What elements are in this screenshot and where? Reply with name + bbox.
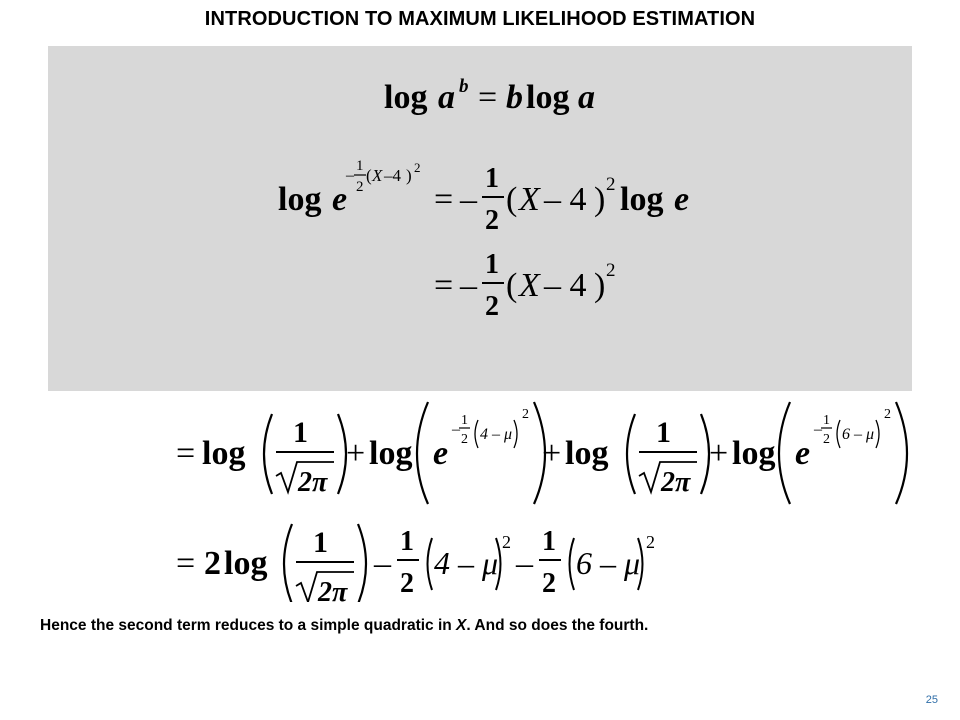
- eq4-term2-e: e: [433, 435, 449, 472]
- eq2-exp-minus-four: –4: [384, 166, 401, 185]
- eq4-term1-two-pi: 2π: [298, 467, 328, 498]
- eq5-frac2-one: 1: [542, 526, 556, 557]
- eq4-equals: =: [176, 435, 196, 472]
- eq5-minus-2: –: [516, 545, 533, 582]
- eq5-minus-1: –: [374, 545, 391, 582]
- eq4-term1-rparen: [338, 414, 346, 494]
- eq2-exp-two: 2: [356, 179, 364, 195]
- eq4-term4-lparen: [779, 402, 790, 504]
- eq4-term2-exp-two: 2: [461, 432, 468, 447]
- eq4-term4-e: e: [795, 435, 811, 472]
- equation-log-power-rule: [380, 70, 600, 122]
- eq3-square: 2: [606, 260, 616, 281]
- eq4-term2-exp-minus: –: [452, 421, 460, 438]
- eq2-log: log: [278, 181, 322, 218]
- eq5-four-minus-mu: 4 – μ: [434, 545, 499, 581]
- eq2-equals: =: [434, 181, 454, 218]
- eq4-term4-log: log: [732, 435, 776, 472]
- eq1-rhs-a: a: [578, 79, 595, 116]
- eq2-rhs-log: log: [620, 181, 664, 218]
- eq4-plus-3: +: [709, 435, 729, 472]
- eq4-term4-exp-rparen: [876, 420, 879, 448]
- eq5-one: 1: [313, 526, 328, 559]
- eq2-minus-four: – 4: [544, 181, 587, 218]
- eq4-term1-lparen: [264, 414, 272, 494]
- eq4-term2-exp-lparen: [475, 420, 478, 448]
- eq4-term2-lparen: [417, 402, 428, 504]
- eq4-term4-exp-six-minus-mu: 6 – μ: [842, 426, 875, 443]
- equation-simplified-quadratic: [434, 246, 634, 328]
- caption-part-2: . And so does the fourth.: [466, 617, 649, 634]
- eq1-b: b: [459, 76, 469, 97]
- eq5-equals: =: [176, 545, 196, 582]
- eq5-six-minus-mu: 6 – μ: [576, 545, 641, 581]
- eq3-minus-four: – 4: [544, 267, 587, 304]
- eq4-term2-exp-square: 2: [522, 407, 529, 422]
- eq5-two-pi: 2π: [318, 577, 348, 602]
- eq3-lparen: (: [506, 267, 518, 304]
- eq4-term1-one: 1: [293, 416, 308, 449]
- eq4-term3-rparen: [701, 414, 709, 494]
- eq4-term3-lparen: [627, 414, 635, 494]
- eq2-e: e: [332, 181, 348, 218]
- eq4-term4-exp-minus: –: [814, 421, 822, 438]
- eq2-exp-one: 1: [356, 158, 364, 174]
- eq4-term4-exp-lparen: [837, 420, 840, 448]
- eq5-term3-lparen: [570, 538, 575, 590]
- eq3-two: 2: [485, 291, 499, 322]
- eq5-log: log: [224, 545, 268, 582]
- eq4-term2-exp-four-minus-mu: 4 – μ: [480, 426, 513, 443]
- eq2-exp-square: 2: [414, 160, 421, 175]
- eq3-equals: =: [434, 267, 454, 304]
- eq4-plus-2: +: [542, 435, 562, 472]
- eq4-term4-exp-two: 2: [823, 432, 830, 447]
- eq1-rhs-log: log: [526, 79, 570, 116]
- eq2-exp-X: X: [372, 166, 383, 185]
- eq4-term3-two-pi: 2π: [661, 467, 691, 498]
- eq2-rparen: ): [594, 181, 606, 218]
- eq2-two: 2: [485, 205, 499, 236]
- eq4-plus-1: +: [346, 435, 366, 472]
- eq3-rparen: ): [594, 267, 606, 304]
- eq3-one: 1: [485, 249, 499, 280]
- eq3-minus: –: [460, 267, 477, 304]
- eq1-equals: =: [478, 79, 498, 116]
- eq2-square: 2: [606, 174, 616, 195]
- eq4-term2-exp-one: 1: [461, 413, 468, 428]
- eq3-X: X: [519, 267, 540, 304]
- eq4-term4-exp-one: 1: [823, 413, 830, 428]
- eq1-a: a: [438, 79, 455, 116]
- eq4-term4-exp-square: 2: [884, 407, 891, 422]
- eq5-lparen: [284, 524, 292, 602]
- eq5-coefficient: 2: [204, 545, 221, 582]
- eq5-rparen: [358, 524, 366, 602]
- eq2-exp-rparen: ): [406, 166, 412, 185]
- equation-log-exponential: [276, 150, 696, 240]
- eq5-term3-square: 2: [646, 532, 655, 552]
- eq4-term3-one: 1: [656, 416, 671, 449]
- eq1-rhs-b: b: [506, 79, 523, 116]
- eq2-exp-lparen: (: [366, 166, 372, 185]
- equation-log-likelihood-sum: [176, 396, 920, 512]
- eq5-frac2-two: 2: [542, 568, 556, 599]
- eq2-lparen: (: [506, 181, 518, 218]
- eq2-minus: –: [460, 181, 477, 218]
- eq2-X: X: [519, 181, 540, 218]
- equation-log-likelihood-simplified: [176, 516, 676, 602]
- caption-part-1: Hence the second term reduces to a simple quadratic in: [40, 617, 457, 634]
- eq4-term1-log: log: [202, 435, 246, 472]
- slide-title: INTRODUCTION TO MAXIMUM LIKELIHOOD ESTIMATION: [204, 8, 756, 30]
- page-number: 25: [925, 694, 938, 706]
- eq2-rhs-e: e: [674, 181, 690, 218]
- eq5-term2-square: 2: [502, 532, 511, 552]
- eq4-term2-log: log: [369, 435, 413, 472]
- slide-caption: [40, 617, 648, 635]
- eq4-term3-log: log: [565, 435, 609, 472]
- eq2-one: 1: [485, 163, 499, 194]
- eq4-term4-rparen: [896, 402, 907, 504]
- eq5-term2-lparen: [428, 538, 433, 590]
- eq5-frac1-one: 1: [400, 526, 414, 557]
- eq5-frac1-two: 2: [400, 568, 414, 599]
- eq2-exp-minus: –: [346, 167, 354, 184]
- caption-variable: X: [456, 617, 467, 634]
- eq1-log: log: [384, 79, 428, 116]
- eq4-term2-exp-rparen: [514, 420, 517, 448]
